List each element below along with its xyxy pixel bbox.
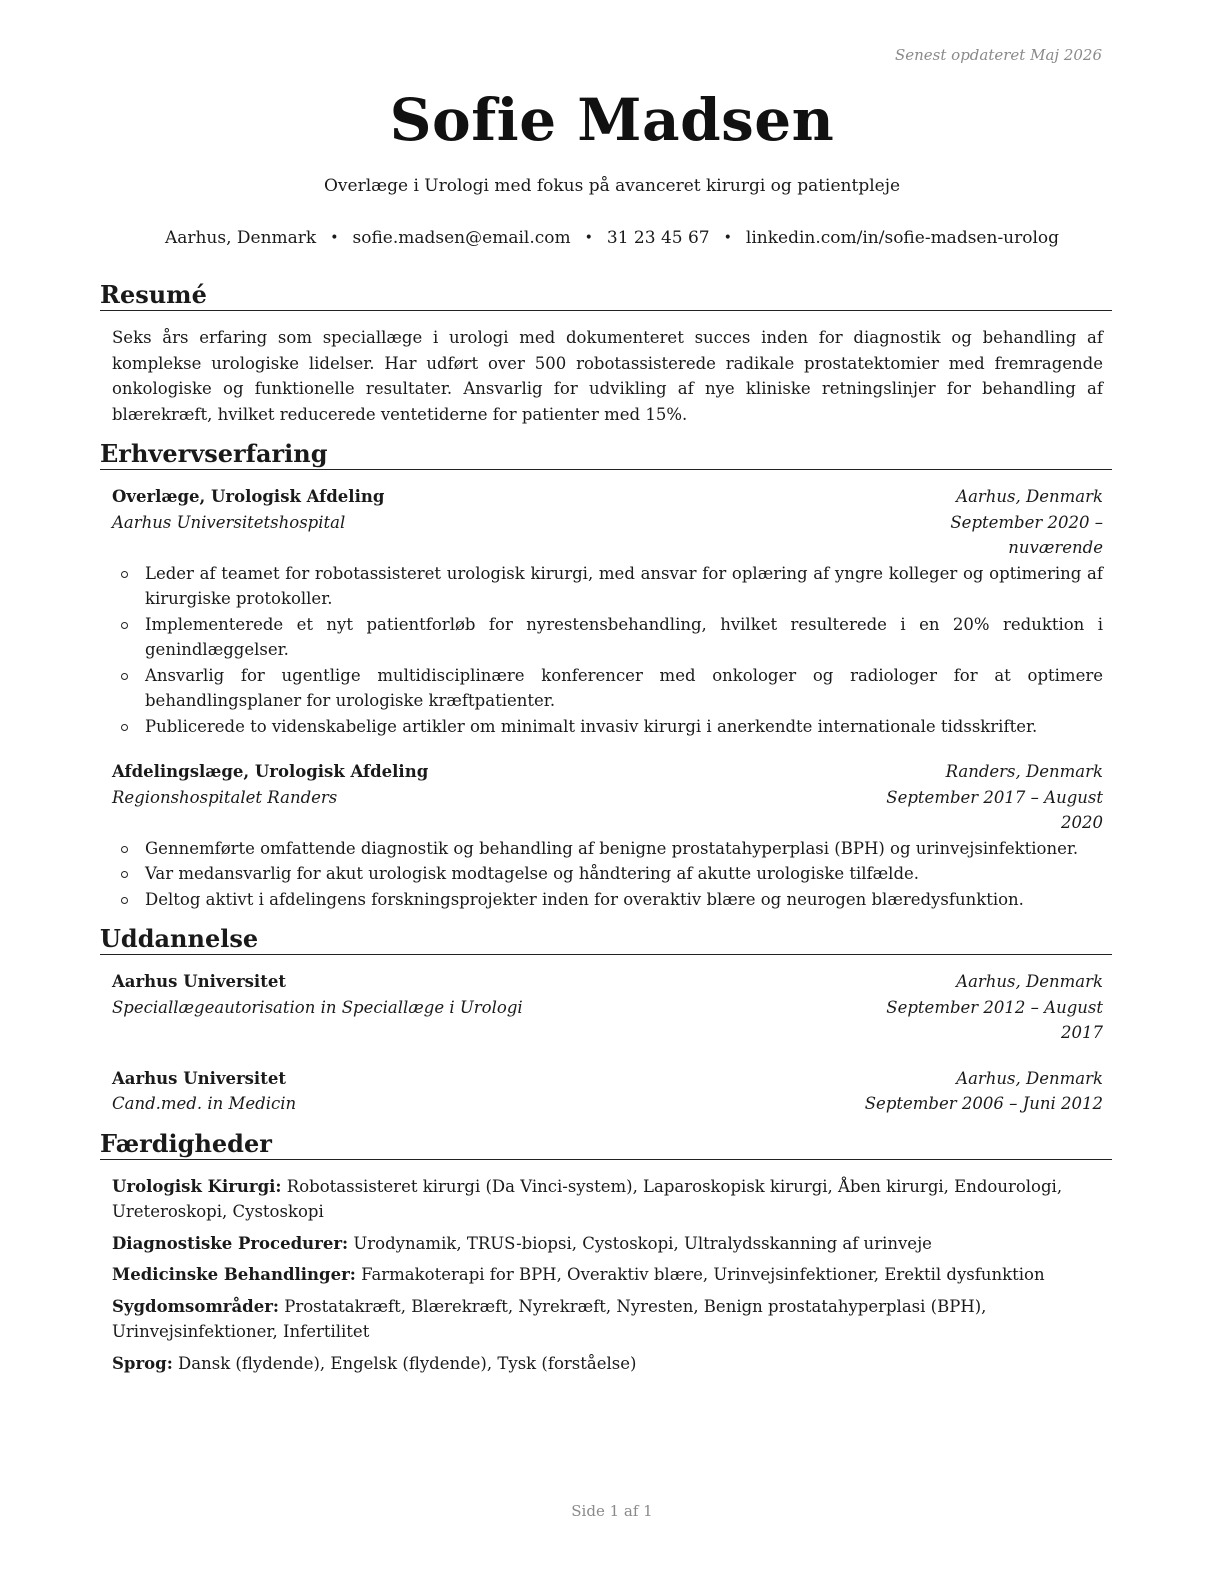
section-title: Erhvervserfaring — [100, 439, 1112, 470]
skill-row — [112, 1294, 1103, 1345]
bullet-separator: • — [723, 230, 732, 246]
bullet-separator: • — [330, 230, 339, 246]
job-bullets — [112, 561, 1103, 740]
summary-text: Seks års erfaring som speciallæge i urologi med dokumenteret succes inden for diagnostik og behandling af komplekse urologiske lidelser. Har udført over 500 robotassisterede radikale prostatektomier med fremragende onkologiske og funktionelle resultater. Ansvarlig for udvikling af nye kliniske retningslinjer for behandling af blærekræft, hvilket reducerede ventetiderne for patienter med 15%. — [112, 328, 1103, 424]
skill-row — [112, 1262, 1103, 1288]
skill-label: Sygdomsområder: — [112, 1296, 279, 1316]
education-dates: September 2006 – Juni 2012 — [864, 1094, 1103, 1113]
job-dates: September 2017 – August 2020 — [886, 787, 1103, 832]
list-item: Ansvarlig for ugentlige multidisciplinære konferencer med onkologer og radiologer for at optimere behandlingsplaner for urologiske kræftpatienter. — [145, 663, 1103, 714]
contact-line — [0, 228, 1224, 248]
education-entry — [112, 969, 1103, 1046]
degree: Cand.med. in Medicin — [112, 1094, 297, 1113]
experience-section — [100, 439, 1112, 912]
skill-value: Robotassisteret kirurgi (Da Vinci-system), Laparoskopisk kirurgi, Åben kirurgi, Endourologi, Ureteroskopi, Cystoskopi — [112, 1176, 1063, 1221]
summary-section — [100, 280, 1112, 427]
school-name: Aarhus Universitet — [112, 972, 286, 991]
list-item: Deltog aktivt i afdelingens forskningsprojekter inden for overaktiv blære og neurogen blæredysfunktion. — [145, 887, 1103, 913]
list-item: Publicerede to videnskabelige artikler om minimalt invasiv kirurgi i anerkendte internationale tidsskrifter. — [145, 714, 1103, 740]
job-location: Aarhus, Denmark — [956, 487, 1103, 506]
section-title: Færdigheder — [100, 1129, 1112, 1160]
contact-phone: 31 23 45 67 — [606, 228, 710, 248]
resume-content — [100, 280, 1112, 1388]
job-title: Afdelingslæge, Urologisk Afdeling — [112, 762, 429, 781]
school-name: Aarhus Universitet — [112, 1068, 286, 1088]
degree: Speciallægeautorisation in Speciallæge i Urologi — [112, 997, 523, 1017]
school-location: Aarhus, Denmark — [956, 1068, 1103, 1088]
list-item: Var medansvarlig for akut urologisk modtagelse og håndtering af akutte urologiske tilfælde. — [145, 861, 1103, 887]
job-entry — [112, 484, 1103, 739]
skills-section — [100, 1129, 1112, 1377]
job-location: Randers, Denmark — [945, 762, 1103, 781]
skill-value: Farmakoterapi for BPH, Overaktiv blære, Urinvejsinfektioner, Erektil dysfunktion — [361, 1265, 1045, 1284]
skill-label: Sprog: — [112, 1353, 173, 1373]
person-name: Sofie Madsen — [389, 86, 835, 154]
section-title: Uddannelse — [100, 924, 1112, 955]
job-bullets — [112, 836, 1103, 913]
job-entry — [112, 759, 1103, 912]
education-section — [100, 924, 1112, 1117]
job-organization: Regionshospitalet Randers — [112, 787, 338, 807]
education-entry — [112, 1066, 1103, 1117]
list-item: Gennemførte omfattende diagnostik og behandling af benigne prostatahyperplasi (BPH) og urinvejsinfektioner. — [145, 836, 1103, 862]
job-organization: Aarhus Universitetshospital — [112, 512, 346, 532]
contact-linkedin[interactable]: linkedin.com/in/sofie-madsen-urolog — [745, 228, 1060, 248]
skill-row — [112, 1231, 1103, 1257]
last-updated: Senest opdateret Maj 2026 — [894, 46, 1102, 64]
skill-value: Dansk (flydende), Engelsk (flydende), Tysk (forståelse) — [178, 1353, 637, 1373]
skill-label: Diagnostiske Procedurer: — [112, 1233, 349, 1253]
headline: Overlæge i Urologi med fokus på avanceret kirurgi og patientpleje — [323, 176, 901, 196]
skill-row — [112, 1174, 1103, 1225]
section-title: Resumé — [100, 280, 1112, 311]
list-item: Leder af teamet for robotassisteret urologisk kirurgi, med ansvar for oplæring af yngre kolleger og optimering af kirurgiske protokoller. — [145, 561, 1103, 612]
bullet-separator: • — [584, 230, 593, 246]
skill-row — [112, 1351, 1103, 1377]
contact-email[interactable]: sofie.madsen@email.com — [352, 228, 571, 248]
list-item: Implementerede et nyt patientforløb for nyrestensbehandling, hvilket resulterede i en 20% reduktion i genindlæggelser. — [145, 612, 1103, 663]
skill-value: Prostatakræft, Blærekræft, Nyrekræft, Nyresten, Benign prostatahyperplasi (BPH), Urinvejsinfektioner, Infertilitet — [112, 1296, 987, 1341]
page-number: Side 1 af 1 — [571, 1502, 653, 1520]
job-dates: September 2020 – nuværende — [950, 512, 1103, 557]
skill-value: Urodynamik, TRUS-biopsi, Cystoskopi, Ultralydsskanning af urinveje — [353, 1233, 932, 1253]
job-title: Overlæge, Urologisk Afdeling — [112, 487, 385, 506]
skill-label: Medicinske Behandlinger: — [112, 1265, 356, 1284]
contact-location: Aarhus, Denmark — [164, 228, 317, 248]
skill-label: Urologisk Kirurgi: — [112, 1176, 282, 1196]
education-dates: September 2012 – August 2017 — [886, 997, 1103, 1042]
school-location: Aarhus, Denmark — [956, 972, 1103, 991]
